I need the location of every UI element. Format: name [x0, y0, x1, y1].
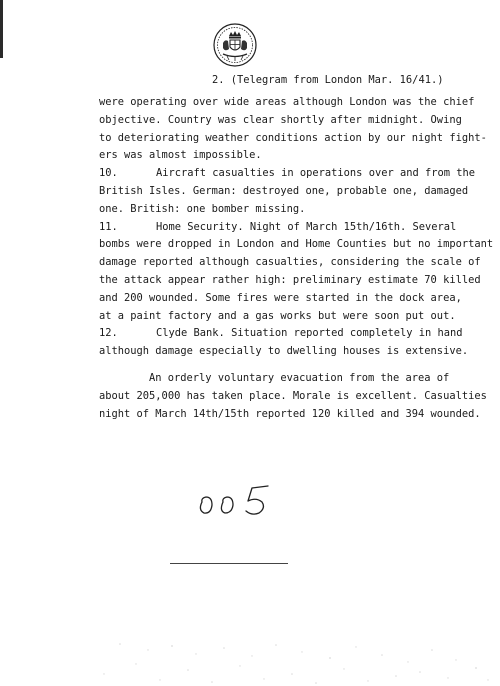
text-line: Aircraft casualties in operations over and from the: [156, 167, 476, 180]
paragraph-12-first-line: [99, 325, 487, 343]
text-line: and 200 wounded. Some fires were started in the dock area,: [99, 291, 462, 304]
text-line: objective. Country was clear shortly after midnight. Owing: [99, 113, 462, 126]
text-line: ers was almost impossible.: [99, 149, 262, 162]
text-line: bombs were dropped in London and Home Counties but no important: [99, 238, 494, 251]
text-line: to deteriorating weather conditions action by our night fight-: [99, 131, 487, 144]
text-line: one. British: one bomber missing.: [99, 202, 306, 215]
text-line: Home Security. Night of March 15th/16th. Several: [156, 220, 457, 233]
horizontal-rule: [170, 563, 288, 564]
document-body: [99, 94, 494, 423]
text-line: at a paint factory and a gas works but were soon put out.: [99, 309, 456, 322]
text-line: An orderly voluntary evacuation from the area of: [149, 371, 450, 384]
text-line: were operating over wide areas although London was the chief: [99, 96, 475, 108]
royal-coat-of-arms-seal-icon: [212, 22, 258, 68]
paragraph-number: 10.: [99, 167, 118, 180]
text-line: the attack appear rather high: preliminary estimate 70 killed: [99, 273, 481, 286]
page-binding-mark: [0, 0, 3, 58]
paragraph-gap: [99, 361, 487, 370]
paragraph-10-first-line: [99, 165, 487, 183]
handwritten-page-number: [196, 480, 272, 520]
text-line: British Isles. German: destroyed one, probable one, damaged: [99, 184, 469, 197]
text-line: although damage especially to dwelling houses is extensive.: [99, 345, 469, 358]
paragraph-number: 12.: [99, 327, 118, 340]
paragraph-number: 11.: [99, 220, 118, 233]
paragraph-11-first-line: [99, 219, 487, 237]
text-line: Clyde Bank. Situation reported completely in hand: [156, 327, 463, 340]
telegram-header-line: 2. (Telegram from London Mar. 16/41.): [212, 74, 444, 86]
text-line: damage reported although casualties, considering the scale of: [99, 256, 481, 269]
text-line: night of March 14th/15th reported 120 killed and 394 wounded.: [99, 407, 481, 420]
paper-speckle-texture: [0, 636, 500, 686]
paragraph-13-first-line: [99, 370, 487, 388]
text-line: about 205,000 has taken place. Morale is excellent. Casualties: [99, 389, 487, 402]
